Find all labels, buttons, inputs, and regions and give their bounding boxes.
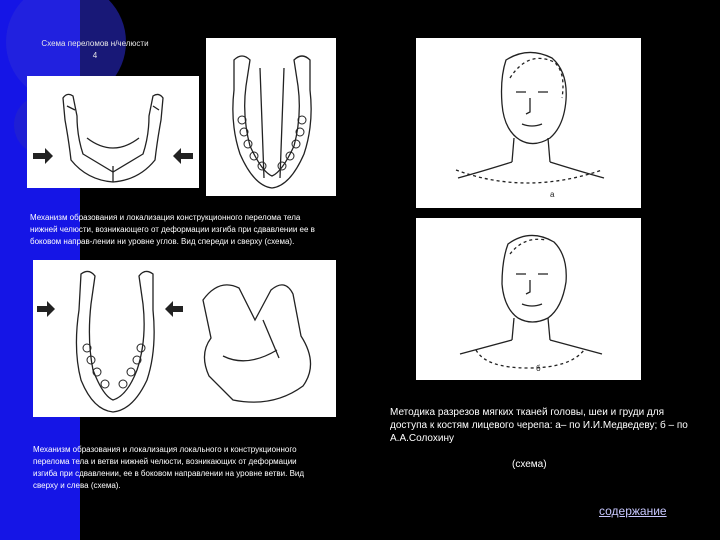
- figure-label-b: б: [536, 364, 541, 373]
- head-incision-figure-a: [416, 38, 641, 208]
- figure-label-a: а: [550, 190, 555, 199]
- contents-link[interactable]: содержание: [599, 504, 667, 518]
- caption-figure-1: Механизм образования и локализация конструкционного перелома тела нижней челюсти, возникающего от деформации изгиба при сдвавлении ее в боковом направ-лении ни уровне углов. Вид спереди и сверху (схема).: [30, 213, 315, 246]
- slide-title: Схема переломов н/челюсти 4: [41, 39, 149, 60]
- arrow-right-icon: [33, 148, 53, 164]
- caption-figure-right-sub: (схема): [512, 459, 547, 470]
- arrow-right-icon: [37, 301, 55, 317]
- caption-figure-2: Механизм образования и локализация локального и конструкционного перелома тела и ветви нижней челюсти, возникающих от деформации изгиба при сдвавлении, ее в боковом направлении на уровне ветви. Вид сверху и слева (схема).: [33, 445, 305, 490]
- head-incision-figure-b: [416, 218, 641, 380]
- arrow-left-icon: [165, 301, 183, 317]
- mandible-front-figure: [27, 76, 199, 188]
- arrow-left-icon: [173, 148, 193, 164]
- mandible-top-figure: [206, 38, 336, 196]
- mandible-side-figure: [33, 260, 336, 417]
- caption-figure-right: Методика разрезов мягких тканей головы, шеи и груди для доступа к костям лицевого черепа: а– по И.И.Медведеву; б – по А.А.Солохину: [390, 407, 688, 444]
